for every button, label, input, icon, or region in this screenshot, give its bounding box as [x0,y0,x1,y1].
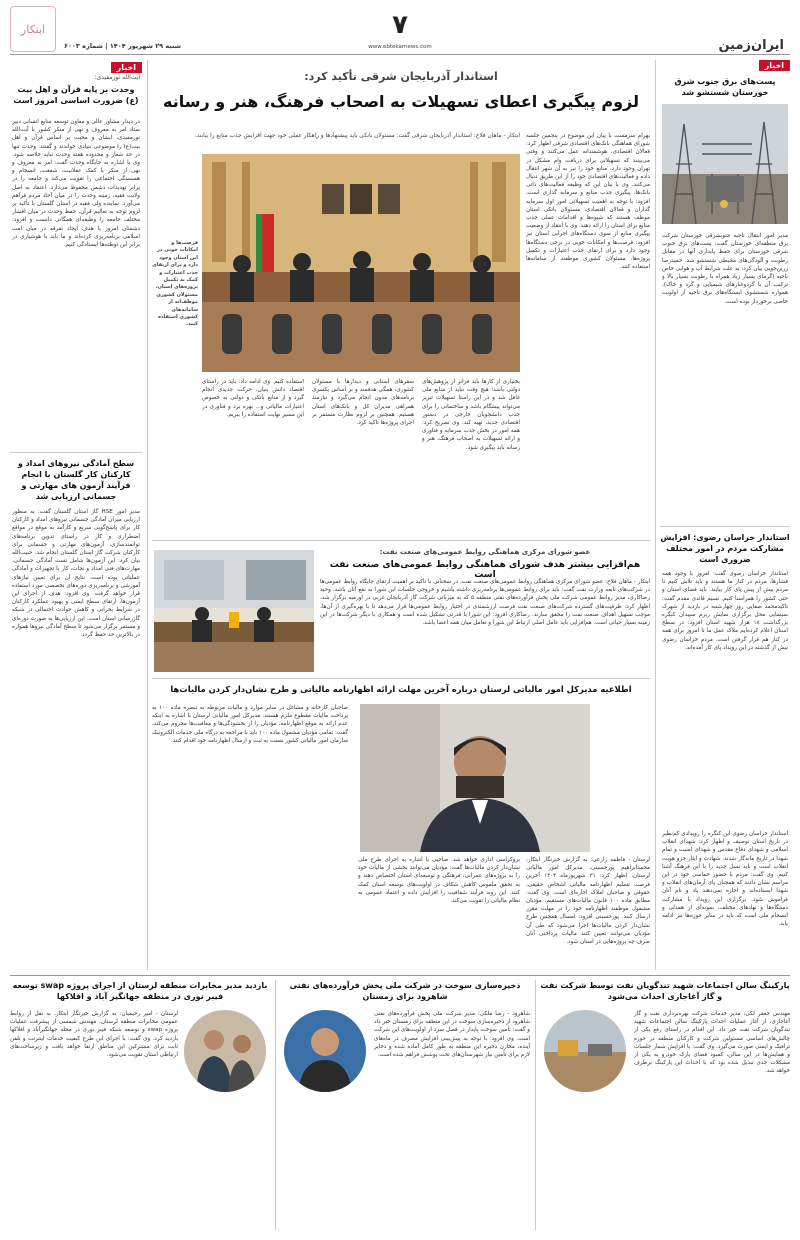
section-tag: اخبار [759,60,790,71]
body-mid: بروکراسی اداری خواهد شد. صاحبی با اشاره به اجرای طرح ملی نشان‌دار کردن مالیات‌ها گفت: مؤدیان می‌توانند بخشی از مالیات خود را به پروژه‌های عمرانی، فرهنگی و توسعه‌ای استان اختصاص دهند و به تحقق ملموس کاهش شکاف در اولویت‌های توسعه استان کمک کنند. این روند فرآیند شفافیت را افزایش داده و اعتماد عمومی به نظام مالیاتی را تقویت می‌کند. [358,857,520,905]
website-url: www.ebtekarnews.com [368,44,432,50]
body: مهندس جعفر لکی، مدیر خدمات شرکت بهره‌برداری نفت و گاز آغاجاری، از آغاز عملیات احداث پارکینگ سالن اجتماعات شهید تندگویان شرکت نفت خبر داد. این اقدام در راستای رفع یکی از چالش‌های اساسی مسئولین شرکت و کارکنان منطقه در حوزه ترافیک و ایمنی صورت می‌گیرد. وی گفت: با افزایش شمار جلسات و همایش‌ها در این سالن، کمبود فضای پارک خودرو به یکی از مشکلات جدی تبدیل شده بود که با احداث این پارکینگ برطرف خواهد شد. [634,1011,790,1075]
headline: اطلاعیه مدیرکل امور مالیاتی لرستان درباره آخرین مهلت ارائه اظهارنامه مالیاتی و طرح نشان‌دار کردن مالیات‌ها [170,684,632,694]
official-portrait [360,704,590,852]
byline: آیت‌الله نورمفیدی: [94,74,140,81]
right-col-rule [655,60,656,970]
telecom-visit-photo [184,1010,266,1092]
col-mid-right: بختیاری از کارها باید فراتر از پژوهش‌های دولتی باشد؛ هیچ وقت نباید از منابع ملی غافل شد و در این راستا تسهیلات تبریز می‌تواند پیشگام باشد و ساختمانی را برای جذب دانشجویان خارجی در دستور اقتصادی جدید، تهیه کند. وی تصریح کرد: همه امور در بخش جذب سرمایه و فناوری و ارائه تسهیلات به اصحاب فرهنگ، هنر و رسانه باید پیگیری شود. [422,379,520,451]
headline: پارکینگ سالن اجتماعات شهید تندگویان نفت توسط شرکت نفت و گاز آغاجاری احداث می‌شود [540,981,790,1001]
body: لرستان - امیر رحیمیان: به گزارش خبرنگار ابتکار، به نقل از روابط عمومی مخابرات منطقه لرستان، مهندس شمسی از پیشرفت عملیات پروژه swap و توسعه شبکه فیبر نوری در محله جهانگیرآباد و افلاکها بازدید کرد. وی گفت: با اجرای این طرح کیفیت خدمات اینترنت و تلفن ثابت برای مشترکین این مناطق ارتقا خواهد یافت و زیرساخت‌های ارتباطی استان تقویت می‌شود. [10,1011,178,1059]
divider [660,526,790,527]
body: ابتکار - ماهان فلاح: عضو شورای مرکزی هماهنگی روابط عمومی‌های صنعت نفت، در سخنانی با تأکید بر اهمیت ارتقای جایگاه روابط عمومی‌ها در شرکت‌های تابعه وزارت نفت گفت: باید برای روابط عمومی‌ها برنامه‌ریزی داشته باشیم و خروجی جلسات این شورا به نفع آنان باشد. وحید رضاکاری، مدیر روابط عمومی شرکت ملی پخش فرآورده‌های نفتی منطقه ۵ که به میزبانی شرکت گاز آذربایجان غربی در اورمیه برگزار شد، اظهار کرد: ظرفیت‌های گسترده شرکت‌های صنعت نفت فرصت ارزشمندی در اختیار روابط عمومی‌ها قرار می‌دهد تا با بهره‌گیری از آن‌ها، موجب تسهیل اهداف صنعت نفت را محقق سازند. رضاکاری افزود: این شورا با قدرتی تشکیل شده است و همکاری با دیگر شرکت‌ها در این زمینه بسیار حیاتی است. هم‌افزایی باید عامل اصلی ارتباط این شورا و تعامل میان همه اعضا باشد. [320,579,650,627]
paper-name: ایران‌زمین [718,38,784,53]
oil-story-rule [152,678,650,679]
col-right: بهرام سرمست با بیان این موضوع در پنجمین جلسه شورای هماهنگی بانک‌های اقتصادی شرقی اظهار کرد: فعالان اقتصادی، هوشمندانه عمل می‌کنند و وقتی می‌بینند که تسهیلاتی برای دریافت وام مشکل در تهران وجود دارد، منابع خود را نیز به آن شهر انتقال داده و فعالیت‌های اقتصادی خود را از این طریق دنبال می‌کنند. وی با بیان این که وظیفه فعالیت‌های ذاتی بانک‌ها، پیگیری جذب منابع و سرمایه گذاری است، افزود: با توجه به اهمیت تسهیلاتی امور اول سرمایه گذاران و فعالان اقتصادی، مسئولان بانکی استان موظف هستند که شیوه‌ها و اقدامات عملی جذب منابع برای استان را ارائه دهند. وی با انتقاد از وضعیت پیگیری منابع از سوی دستگاه‌های اجرایی استان نیز افزود: فرصت‌ها و امکانات خوبی در برخی دستگاه‌ها وجود دارد و برای ارتقای جذب اعتبارات و تکمیل پروژه‌ها، مسئولان کشوری موظفند از سامانه‌ها استفاده کنند. [526,133,650,271]
story-body: مدیر امور انتقال ناحیه جنوبشرقی خوزستان شرکت برق منطقه‌ای خوزستان گفت: پست‌های برق جنوب شرقی خوزستان برای حفظ پایداری آنها در مقابل رطوبت و آلودگی‌های محیطی شستشو شد. حمیدرضا زرین‌جویی بیان کرد: به علت شرایط آب و هوایی خاص ناحیه (گرمای بسیار زیاد همراه با رطوبت بسیار بالا و ترکیب آن با گردوغبارهای شیمیایی و گرد و خاک)، همواره شستشوی ایستگاه‌های برق ناحیه از اولویت خاصی برخوردار بوده است. [662,233,788,305]
meeting-photo [202,154,520,372]
power-station-photo [662,104,788,224]
issue-info: شنبه ۲۹ شهریور ۱۴۰۴ | شماره ۶۰۰۳ [64,42,182,50]
bottom-story-1 [540,980,790,1230]
divider [10,452,142,453]
fuel-manager-photo [284,1010,366,1092]
left-column [10,60,142,970]
bottom-rule-2 [275,980,276,1230]
story2-body-cont: استاندار خراسان رضوی این کنگره را رویدادی کم‌نظیر در تاریخ استان توصیف و اظهار کرد: شهدای انقلاب اسلامی و شهدای دفاع مقدس و شهدای امنیت و تمام شهدا در تاریخ ماندگار شدند. شهادت و ایثار جزو هویت انقلاب است و باید نسل جدید را با این فرهنگ آشنا کنیم. وی گفت: مردم با حضور حماسی خود در این مراسم نشان دادند که همچنان پای آرمان‌های انقلاب و شهدا ایستاده‌اند و اجازه نمی‌دهند یاد و نام آنان فراموش شود. برگزاری این رویداد با مشارکت دستگاه‌ها و نهادهای مختلف، نمونه‌ای از همدلی و انسجام ملی است که باید در سایر حوزه‌ها نیز ادامه یابد. [662,831,788,928]
col-left: استفاده کنیم. وی ادامه داد: باید در راستای اقتصاد دانش بنیان، حرکت جدیدی انجام گیرد و از منابع بانکی و دولتی به خصوص اعتبارات مالیاتی و... بهره برد و فناوری در این مسیر نهایت استفاده را ببریم. [202,379,304,418]
story2-body: استاندار خراسان رضوی گفت: امروز با وجود همه فشارها، مردم در کنار ما هستند و باید تلاش کنیم تا مردم بیش از پیش پای کار بیایند. باید فضای استان و حتی کشور را همراستا کنیم. نسیم قائدی مقدم گفت: تاکیدمحمد صفایی روز چهارشنبه در بازدید از شهرک سینمایی محل برگزاری نمایش ربزم سپیدان کنگره بزرگداشت ۱۸ هزار شهید استان افزود: در سطح استان اعلام کرده‌ایم ملاک عمل ما تا امروز برای همه در کنار هم قرار گرفتن است. مردم خراسان رضوی بیش از گذشته در این رویداد پای کار آمده‌اند. [662,571,788,651]
oil-meeting-photo [154,550,314,672]
story2-title: سطح آمادگی نیروهای امداد و کارکنان کار گلستان با انجام فرآیند آزمون های مهارتی و جسمانی ارزیابی شد [17,459,135,501]
bottom-rule-1 [535,980,536,1230]
story2-title: استاندار خراسان رضوی: افزایش مشارکت مردم در امور مختلف ضروری است [660,533,790,564]
story-title: پست‌های برق جنوب شرق خوزستان شستشو شد [674,77,776,97]
page-header [0,0,800,62]
body-right: لرستان - فاطمه زارعی: به گزارش خبرنگار ابتکار، محمدابراهیم پورحسینی، مدیرکل امور مالیاتی لرستان، اظهار کرد: ۳۱ شهریورماه ۱۴۰۴ آخرین فرصت تسلیم اظهارنامه مالیاتی اشخاص حقیقی، حقوقی و صاحبان املاک اجاره‌ای است. وی گفت: مطابق ماده ۱۰۰ قانون مالیات‌های مستقیم، مؤدیان مشمول موظفند اظهارنامه خود را در مهلت مقرر ارسال کنند. پورحسینی افزود: امسال همچنین طرح نشان‌دار کردن مالیات‌ها اجرا می‌شود که طی آن مؤدیان می‌توانند تعیین کنند مالیات پرداختی آنان صرف چه پروژه‌هایی در استان شود. [526,857,650,946]
story2-body: مدیر امور HSE گاز استان گلستان گفت: به منظور ارزیابی میزان آمادگی جسمانی نیروهای امداد و کارکنان کار برای پاسخ‌گویی سریع و کارآمد به موقع در مواقع اضطراری و کار در راستای تدوین برنامه‌های توانمندسازی، آزمون‌های مهارتی و جسمانی برای کارکنان شرکت گاز استان گلستان انجام شد. حبیب‌الله بیان کرد: این آزمون‌ها شامل تست آمادگی جسمانی، مهارت‌های فنی امداد و نجات، کار با تجهیزات و آمادگی عملیاتی بوده است. نتایج آن برای تعیین نیازهای آموزشی و برنامه‌ریزی دوره‌های تخصصی مورد استفاده قرار خواهد گرفت. وی افزود: هدف از اجرای این آزمون‌ها، ارتقای سطح ایمنی و بهبود عملکرد کارکنان در شرایط بحرانی و کاهش حوادث احتمالی در شبکه گازرسانی استان است. این ارزیابی‌ها به صورت دوره‌ای و مستمر برگزار می‌شود تا سطح آمادگی نیروها همواره در بالاترین حد حفظ گردد. [12,509,140,639]
photo-caption: فرصت‌ها و امکانات خوبی در این استان وجود دارد و برای ارتقای جذب اعتبارات و کمک به تکمیل پروژه‌های استان، مسئولان کشوری موظف‌اند از سامانه‌های کشوری استفاده کنند. [152,240,198,328]
kicker: عضو شورای مرکزی هماهنگی روابط عمومی‌های صنعت نفت: [379,548,591,556]
story-body: در دیدار مشاور عالی و معاون توسعه منابع انسانی دبیر ستاد امر به معروف و نهی از منکر کشور با آیت‌الله نورمفیدی، ایشان و محبت بر اساس قرآن و اهل بیت(ع) را موضوعی بنیادی خواندند و گفتند: وحدت تنها در حد شعار و محدوده هفته وحدت نباید خلاصه شود. وی با اشاره به جایگاه وحدت گفت: امر به معروف و نهی از منکر با کمک عقلانیت، شفقت، انسجام و همبستگی اجتماعی را تقویت می‌کند و جامعه را در برابر تهدیدات دشمن محفوظ می‌دارد. اعتقاد به اصل ولایت فقیه، زمینه وحدت را در میان آحاد مردم فراهم می‌آورد. نماینده ولی فقیه در استان گلستان با تأکید بر لزوم توجه به تعالیم قرآن، حفظ وحدت در میان اقشار مختلف جامعه را وظیفه‌ای همگانی دانست و افزود: دشمنان امروز با هدف ایجاد تفرقه در میان امت اسلامی برنامه‌ریزی کرده‌اند و ما باید با هوشیاری در برابر این توطئه‌ها ایستادگی کنیم. [12,119,140,249]
left-col-rule [147,60,148,970]
headline: بازدید مدیر مخابرات منطقه لرستان از اجرای پروژه swap توسعه فیبر نوری در منطقه جهانگیر آباد و افلاکها [12,981,268,1001]
lead: ابتکار - ماهان فلاح: استاندار آذربایجان شرقی گفت: مسئولان بانکی باید پیشنهادها و راهکار عملی خود جهت افزایش جذب منابع را بیابند. [194,133,520,139]
brand-logo [10,6,56,52]
main-story [152,62,650,562]
headline: لزوم پیگیری اعطای تسهیلات به اصحاب فرهنگ، هنر و رسانه [162,92,639,111]
page-number: ۷ [392,10,408,40]
tax-story [152,682,650,972]
body-left: صاحبان کارخانه و مشاغل در سایر موارد و مالیات مربوطه به تبصره ماده ۱۰۰ به پرداخت مالیات مقطوع ملزم هستند. مدیرکل امور مالیاتی لرستان با اشاره به اینکه عدم ارائه به موقع اظهارنامه، مؤدیان را از بخشودگی‌ها و معافیت‌ها محروم می‌کند، گفت: تمامی مؤدیان مشمول ماده ۱۰۰ باید با مراجعه به درگاه ملی خدمات الکترونیک سازمان امور مالیاتی کشور نسبت به ثبت و ارسال اظهارنامه خود اقدام کنند. [152,705,348,744]
col-mid-left: سفرهای استانی و دیدارها با مسئولان کشوری، همگی هدفمند و بر اساس یکسری برنامه‌های مدون انجام می‌گیرد و نیازمند همراهی مدیران کل و بانک‌های استان هستیم. همچنین بر لزوم نظارت مستمر بر اجرای پروژه‌ها تاکید کرد. [312,379,414,427]
header-rule [10,54,790,55]
parking-site-photo [544,1010,626,1092]
bottom-story-2 [280,980,530,1230]
bottom-story-3 [10,980,270,1230]
story-title: وحدت بر پایه قرآن و اهل بیت (ع) ضرورت اساسی امروز است [13,85,139,105]
section-tag: اخبار [111,62,142,73]
kicker: استاندار آذربایجان شرقی تأکید کرد: [304,70,498,83]
bottom-strip-rule [10,975,790,976]
main-story-rule [152,540,650,541]
brand-mark: ابتکار [20,22,46,36]
oil-story [152,546,650,674]
headline: ذخیره‌سازی سوخت در شرکت ملی پخش فرآورده‌های نفتی شاهرود برای زمستان [289,981,521,1001]
body: شاهرود - رضا ملکی: مدیر شرکت ملی پخش فرآورده‌های نفتی شاهرود از ذخیره‌سازی سوخت در این منطقه برای زمستان خبر داد و گفت: تأمین سوخت پایدار در فصل سرد از اولویت‌های این شرکت است. وی افزود: با توجه به پیش‌بینی افزایش مصرف در ماه‌های آینده، مخازن ذخیره این منطقه به طور کامل آماده شده و ذخایر لازم برای تأمین نیاز شهرستان‌های تحت پوشش فراهم شده است. [374,1011,530,1059]
headline: هم‌افزایی بیشتر هدف شورای هماهنگی روابط عمومی‌های صنعت نفت است [329,560,641,580]
